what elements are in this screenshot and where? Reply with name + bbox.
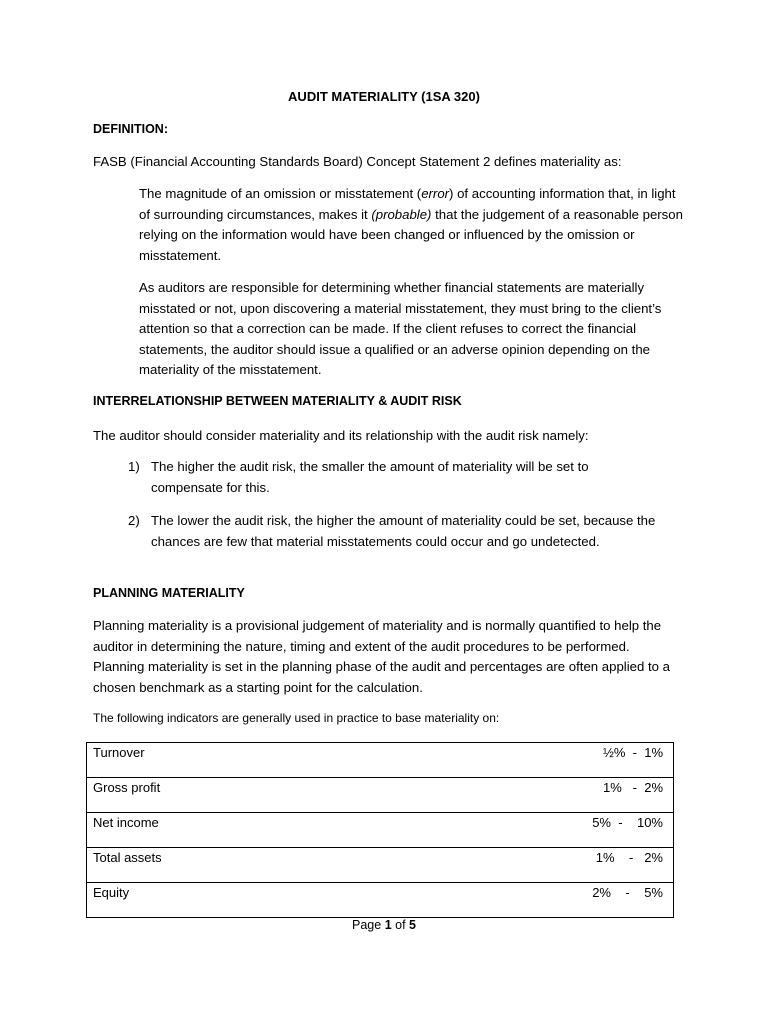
- table-row: [87, 883, 674, 918]
- indicators-intro: The following indicators are generally used in practice to base materiality on:: [93, 711, 500, 725]
- indicator-range: 1% - 2%: [369, 848, 673, 883]
- indicator-range: 2% - 5%: [369, 883, 673, 918]
- indicator-name: Gross profit: [87, 778, 370, 813]
- quote-part1: The magnitude of an omission or misstatement (: [139, 186, 422, 201]
- table-row: [87, 778, 674, 813]
- quote-italic-probable: (probable): [371, 206, 432, 222]
- indicators-table: [86, 742, 674, 918]
- quote-part2: ) of accounting information that, in light of surrounding circumstances, makes it: [139, 186, 676, 222]
- page-label: Page: [352, 918, 382, 932]
- table-row: [87, 743, 674, 778]
- definition-heading: DEFINITION:: [93, 122, 168, 136]
- indicator-range: 5% - 10%: [369, 813, 673, 848]
- indicator-range: 1% - 2%: [369, 778, 673, 813]
- indicator-range: ½% - 1%: [369, 743, 673, 778]
- indicator-name: Total assets: [87, 848, 370, 883]
- page-title: AUDIT MATERIALITY (1SA 320): [288, 89, 480, 104]
- indicator-name: Equity: [87, 883, 370, 918]
- indicator-name: Net income: [87, 813, 370, 848]
- interrelationship-intro: The auditor should consider materiality and its relationship with the audit risk namely:: [93, 428, 589, 443]
- planning-heading: PLANNING MATERIALITY: [93, 586, 245, 600]
- planning-paragraph: Planning materiality is a provisional judgement of materiality and is normally quantified to help the auditor in determining the nature, timing and extent of the audit procedures to be performed. Planning materiality is set in the planning phase of the audit and percentages are often applied to a chosen benchmark as a starting point for the calculation.: [93, 618, 670, 695]
- quote-italic-error: error: [421, 186, 450, 201]
- list-item-text: The lower the audit risk, the higher the amount of materiality could be set, because the chances are few that material misstatements could occur and go undetected.: [151, 513, 656, 549]
- definition-intro: FASB (Financial Accounting Standards Board) Concept Statement 2 defines materiality as:: [93, 154, 622, 169]
- quote-part3: that the judgement of a reasonable person relying on the information would have been changed or influenced by the omission or misstatement.: [139, 206, 683, 263]
- page-footer: [0, 918, 768, 932]
- table-row: [87, 813, 674, 848]
- auditor-responsibility-paragraph: As auditors are responsible for determining whether financial statements are materially misstated or not, upon discovering a material misstatement, they must bring to the client’s attention so that a correction can be made. If the client refuses to correct the financial statements, the auditor should issue a qualified or an adverse opinion depending on the materiality of the misstatement.: [139, 280, 662, 378]
- definition-quote: [139, 184, 684, 266]
- list-item-number: 1): [128, 459, 140, 474]
- table-row: [87, 848, 674, 883]
- page-total: 5: [409, 918, 416, 932]
- list-item-number: 2): [128, 513, 140, 528]
- of-label: of: [395, 918, 406, 932]
- page-current: 1: [384, 918, 392, 932]
- list-item-text: The higher the audit risk, the smaller the amount of materiality will be set to compensate for this.: [151, 459, 589, 495]
- interrelationship-heading: INTERRELATIONSHIP BETWEEN MATERIALITY & AUDIT RISK: [93, 394, 462, 408]
- indicator-name: Turnover: [87, 743, 370, 778]
